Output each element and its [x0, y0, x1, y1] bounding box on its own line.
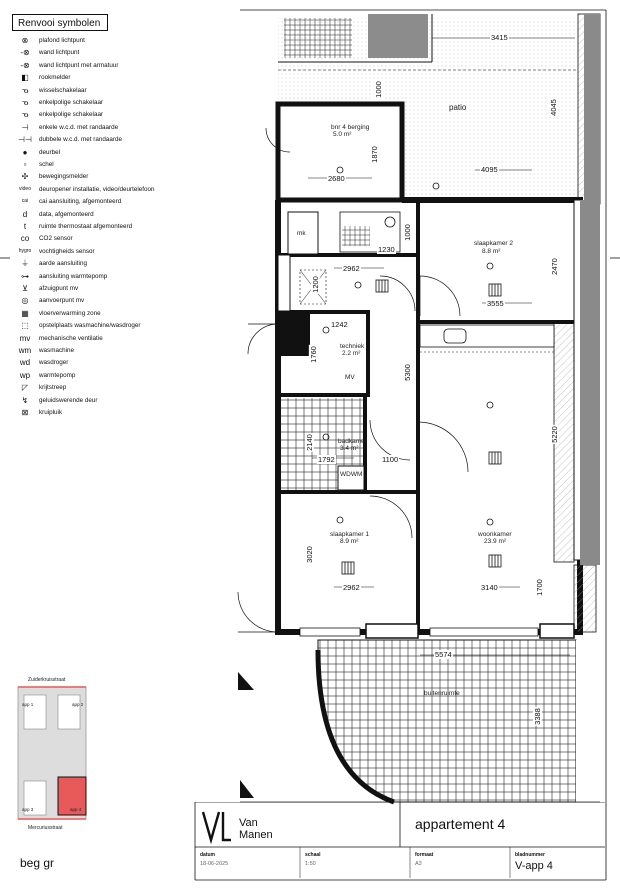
dim-1200: 1200: [310, 276, 320, 293]
bladnummer-value: V-app 4: [515, 860, 553, 872]
legend-label: wasmachine: [39, 347, 74, 354]
section-marker: [238, 672, 254, 690]
dim-1760: 1760: [308, 346, 318, 363]
dim-3415: 3415: [491, 33, 508, 42]
dim-4095: 4095: [481, 165, 498, 174]
legend-symbol-icon: ⊶: [21, 271, 29, 281]
legend-symbol-icon: ⊠: [21, 408, 29, 417]
legend-label: schel: [39, 161, 54, 168]
room-label-berging: bnr 4 berging: [331, 124, 370, 131]
legend-symbol-icon: video: [19, 185, 31, 192]
dim-2680: 2680: [328, 174, 345, 183]
legend-symbol-icon: -⊗: [20, 48, 30, 58]
room-label-woonkamer: woonkamer: [478, 531, 512, 538]
legend-label: afzuigpunt mv: [39, 285, 79, 292]
stair: [284, 18, 352, 58]
legend-label: bewegingsmelder: [39, 173, 89, 181]
dim-5220: 5220: [549, 426, 559, 443]
legend-symbol-icon: cai: [21, 198, 29, 205]
dim-1000-a: 1000: [373, 81, 383, 98]
schaal-label: schaal: [305, 852, 321, 858]
room-area-techniek: 2.2 m²: [342, 350, 361, 357]
legend-symbol-icon: ⊣: [21, 122, 29, 132]
formaat-value: A3: [415, 861, 422, 867]
legend-label: mechanische ventilatie: [39, 334, 103, 342]
bladnummer-label: bladnummer: [515, 852, 546, 858]
legend-label: wand lichtpunt: [39, 49, 80, 57]
legend-label: warmtepomp: [39, 371, 76, 379]
dim-5300: 5300: [402, 364, 412, 381]
label-mv: MV: [345, 374, 355, 381]
brand-logo: [203, 812, 231, 840]
legend-symbol-icon: ◸: [21, 383, 29, 393]
kitchen-counter: [420, 325, 554, 347]
dim-2140: 2140: [304, 434, 314, 451]
legend-symbol-icon: t: [23, 222, 27, 231]
dim-1870: 1870: [369, 146, 379, 163]
dim-3388: 3388: [532, 708, 542, 725]
room-area-berging: 5.0 m²: [333, 131, 352, 138]
room-label-techniek: techniek: [340, 343, 365, 350]
legend-symbol-icon: ↯: [21, 395, 29, 405]
room-label-badkamer: badkamer: [338, 438, 367, 445]
legend-label: aarde aansluiting: [39, 260, 87, 268]
legend-symbol-icon: ᓀ: [21, 110, 29, 120]
legend-symbol-icon: ✣: [21, 172, 29, 182]
legend-label: data, afgemonteerd: [39, 210, 94, 218]
legend-symbol-icon: wm: [18, 346, 32, 355]
legend-label: rookmelder: [39, 74, 71, 82]
legend-symbol-icon: ●: [22, 147, 28, 157]
room-label-buitenruimte: buitenruimte: [424, 690, 460, 697]
key-plan-unit-2: app 2: [72, 702, 84, 707]
dim-2962-b: 2962: [343, 583, 360, 592]
legend-symbol-icon: ⊣⊣: [18, 135, 32, 145]
neighbour-block: [368, 14, 428, 58]
terrace: [318, 640, 604, 802]
legend-symbol-icon: ◎: [21, 296, 29, 306]
legend-symbol-icon: ⊗: [21, 36, 29, 45]
datum-value: 18-06-2025: [200, 861, 229, 867]
room-label-slaapkamer-2: slaapkamer 2: [474, 240, 514, 247]
brand-name-line1: Van: [239, 817, 258, 829]
legend-label: vochtigheids sensor: [39, 247, 95, 255]
datum-label: datum: [200, 852, 215, 858]
room-area-slaapkamer-1: 8.9 m²: [340, 538, 359, 545]
dim-2470: 2470: [549, 258, 559, 275]
legend-symbol-icon: wp: [19, 370, 31, 380]
legend-label: vloerverwarming zone: [39, 309, 101, 317]
legend-label: deurbel: [39, 148, 61, 156]
room-area-woonkamer: 23.9 m²: [484, 538, 507, 545]
legend-label: ruimte thermostaat afgemonteerd: [39, 223, 133, 230]
legend-label: enkelpolige schakelaar: [39, 111, 104, 119]
legend-symbol-icon: ⏚: [21, 259, 29, 269]
legend-label: aanvoerpunt mv: [39, 297, 85, 305]
legend-symbol-icon: ᓀ: [21, 98, 29, 107]
room-label-slaapkamer-1: slaapkamer 1: [330, 531, 370, 538]
key-plan-unit-3: app 3: [22, 807, 34, 812]
title-block: [195, 802, 605, 878]
legend-label: CO2 sensor: [39, 235, 73, 243]
dim-3020: 3020: [304, 546, 314, 563]
legend-label: kruipluik: [39, 409, 63, 416]
legend-label: krijtstreep: [39, 384, 67, 392]
legend-symbol-icon: mv: [19, 333, 31, 343]
legend-label: cai aansluiting, afgemonteerd: [39, 198, 122, 206]
dim-5574: 5574: [435, 650, 452, 659]
dim-1700: 1700: [534, 579, 544, 596]
legend-symbol-icon: co: [20, 234, 30, 244]
formaat-label: formaat: [415, 852, 434, 858]
legend-symbol-icon: ᓀ: [21, 85, 29, 95]
legend-symbol-icon: ◧: [21, 73, 29, 83]
dim-1792: 1792: [318, 455, 335, 464]
label-mk: mk: [297, 230, 306, 237]
legend-symbol-icon: -⊗: [20, 60, 30, 70]
legend-symbol-icon: wd: [19, 358, 31, 368]
legend-label: opstelplaats wasmachine/wasdroger: [39, 322, 141, 330]
legend-title: Renvooi symbolen: [12, 14, 108, 31]
legend-symbol-icon: ▫: [23, 160, 27, 169]
legend-symbol-icon: ⬚: [21, 321, 29, 331]
label-wdwm: WDWM: [340, 471, 363, 478]
key-plan: [14, 675, 90, 833]
brand-name-line2: Manen: [239, 829, 273, 841]
dim-3555: 3555: [487, 299, 504, 308]
legend-label: enkelpolige schakelaar: [39, 99, 104, 106]
legend-label: geluidswerende deur: [39, 396, 98, 404]
legend-symbol-icon: d: [22, 209, 28, 219]
dim-1230: 1230: [378, 245, 395, 254]
legend-symbol-icon: ▦: [21, 308, 29, 318]
street-top: Zuiderkruisstraat: [28, 677, 66, 683]
legend-label: wand lichtpunt met armatuur: [39, 61, 119, 69]
legend-label: plafond lichtpunt: [39, 37, 85, 44]
dim-1100: 1100: [382, 455, 399, 464]
dim-3140: 3140: [481, 583, 498, 592]
legend-label: wasdroger: [39, 359, 69, 367]
room-label-patio: patio: [449, 103, 467, 112]
room-area-slaapkamer-2: 8.8 m²: [482, 248, 501, 255]
legend-label: enkele w.c.d. met randaarde: [39, 123, 119, 131]
dim-4045: 4045: [548, 99, 558, 116]
legend-label: deuropener installatie, video/deurtelefoon: [39, 185, 155, 193]
legend-label: aansluiting warmtepomp: [39, 272, 108, 280]
key-plan-unit-1: app 1: [22, 702, 34, 707]
dim-2962-a: 2962: [343, 264, 360, 273]
key-plan-unit-4: app 4: [70, 807, 82, 812]
schaal-value: 1:50: [305, 861, 316, 867]
legend-label: dubbele w.c.d. met randaarde: [39, 136, 122, 144]
legend-symbol-icon: ⊻: [22, 284, 28, 293]
dim-1000-b: 1000: [402, 224, 412, 241]
dim-1242: 1242: [331, 320, 348, 329]
room-area-badkamer: 3.4 m²: [340, 445, 359, 452]
level-label: beg gr: [20, 856, 55, 870]
legend-symbol-icon: hygro: [18, 247, 32, 254]
street-bottom: Mercuriusstraat: [28, 825, 63, 831]
legend-label: wisselschakelaar: [39, 86, 87, 94]
project-title: appartement 4: [415, 816, 506, 832]
